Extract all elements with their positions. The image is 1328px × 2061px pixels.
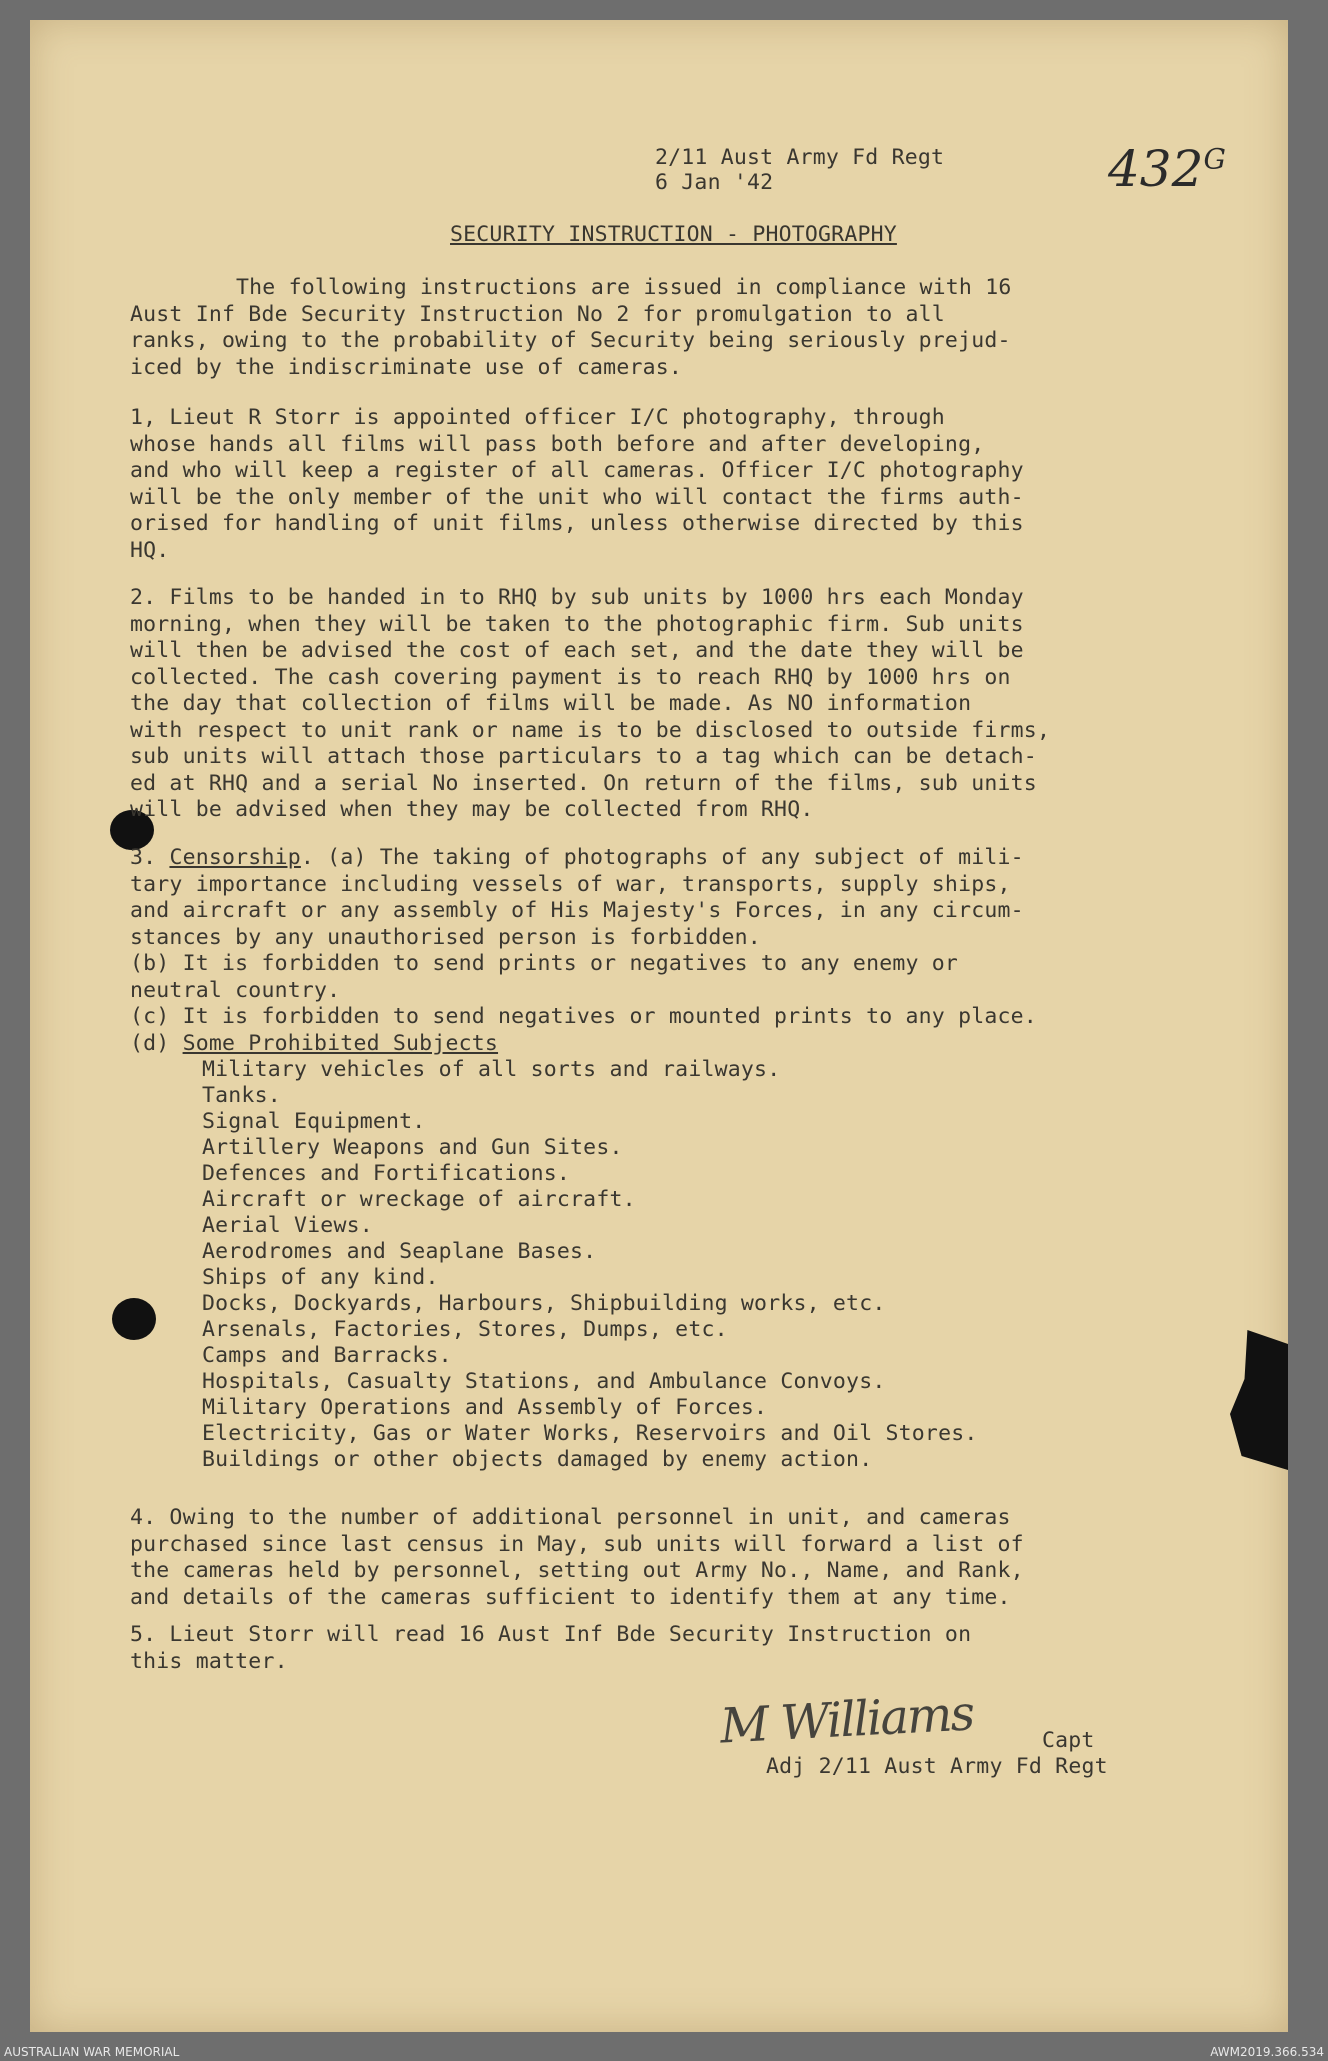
list-item: Aircraft or wreckage of aircraft.: [202, 1187, 636, 1212]
unit-header: 2/11 Aust Army Fd Regt: [655, 145, 945, 170]
list-item: Electricity, Gas or Water Works, Reservoirs and Oil Stores.: [202, 1421, 978, 1446]
signature-appointment: Adj 2/11 Aust Army Fd Regt: [766, 1754, 1108, 1779]
list-item: Buildings or other objects damaged by enemy action.: [202, 1447, 873, 1472]
list-item: Tanks.: [202, 1083, 281, 1108]
footer-accession-number: AWM2019.366.534: [1210, 2045, 1324, 2059]
signature-rank: Capt: [1042, 1728, 1095, 1753]
torn-edge: [1230, 1330, 1288, 1470]
intro-paragraph: The following instructions are issued in compliance with 16 Aust Inf Bde Security Instruction No 2 for promulgation to all ranks, owing to the probability of Security being seriously prejud- iced by the indiscriminate use of cameras.: [130, 275, 1012, 380]
list-item: Artillery Weapons and Gun Sites.: [202, 1135, 623, 1160]
list-item: Aerodromes and Seaplane Bases.: [202, 1239, 597, 1264]
list-item: Arsenals, Factories, Stores, Dumps, etc.: [202, 1317, 728, 1342]
list-item: Signal Equipment.: [202, 1109, 426, 1134]
list-item: Military vehicles of all sorts and railways.: [202, 1057, 781, 1082]
handwritten-signature: M Williams: [718, 1685, 975, 1755]
paragraph-2: 2. Films to be handed in to RHQ by sub units by 1000 hrs each Monday morning, when they will be taken to the photographic firm. Sub units will then be advised the cost of each set, and the date they will be collected. The cash covering payment is to reach RHQ by 1000 hrs on the day that collection of films will be made. As NO information with respect to unit rank or name is to be disclosed to outside firms, sub units will attach those particulars to a tag which can be detach- ed at RHQ and a serial No inserted. On return of the films, sub units will be advised when they may be collected from RHQ.: [130, 585, 1051, 822]
paragraph-3: 3. Censorship. (a) The taking of photographs of any subject of mili- tary importance including vessels of war, transports, supply ships, and aircraft or any assembly of His Majesty's Forces, in any circum- stances by any unauthorised person is forbidden. (b) It is forbidden to send prints or negatives to any enemy or neutral country. (c) It is forbidden to send negatives or mounted prints to any place.: [130, 845, 1037, 1029]
document-sheet: [30, 20, 1288, 2032]
list-item: Hospitals, Casualty Stations, and Ambulance Convoys.: [202, 1369, 886, 1394]
punch-hole: [112, 1298, 156, 1340]
document-title: SECURITY INSTRUCTION - PHOTOGRAPHY: [450, 222, 897, 247]
reference-number: $432^G$: [1108, 140, 1226, 198]
paragraph-5: 5. Lieut Storr will read 16 Aust Inf Bde Security Instruction on this matter.: [130, 1622, 972, 1674]
list-item: Docks, Dockyards, Harbours, Shipbuilding works, etc.: [202, 1291, 886, 1316]
paragraph-4: 4. Owing to the number of additional personnel in unit, and cameras purchased since last census in May, sub units will forward a list of the cameras held by personnel, setting out Army No., Name, and Rank, and details of the cameras sufficient to identify them at any time.: [130, 1505, 1024, 1610]
prohibited-subjects-heading: (d) Some Prohibited Subjects: [130, 1031, 499, 1056]
document-date: 6 Jan '42: [655, 170, 774, 195]
footer-institution: AUSTRALIAN WAR MEMORIAL: [4, 2045, 180, 2059]
list-item: Camps and Barracks.: [202, 1343, 452, 1368]
paragraph-1: 1, Lieut R Storr is appointed officer I/C photography, through whose hands all films will pass both before and after developing, and who will keep a register of all cameras. Officer I/C photography will be the only member of the unit who will contact the firms auth- orised for handling of unit films, unless otherwise directed by this HQ.: [130, 405, 1024, 563]
censorship-heading: Censorship: [169, 845, 301, 870]
list-item: Military Operations and Assembly of Forces.: [202, 1395, 768, 1420]
list-item: Aerial Views.: [202, 1213, 373, 1238]
list-item: Ships of any kind.: [202, 1265, 439, 1290]
list-item: Defences and Fortifications.: [202, 1161, 571, 1186]
